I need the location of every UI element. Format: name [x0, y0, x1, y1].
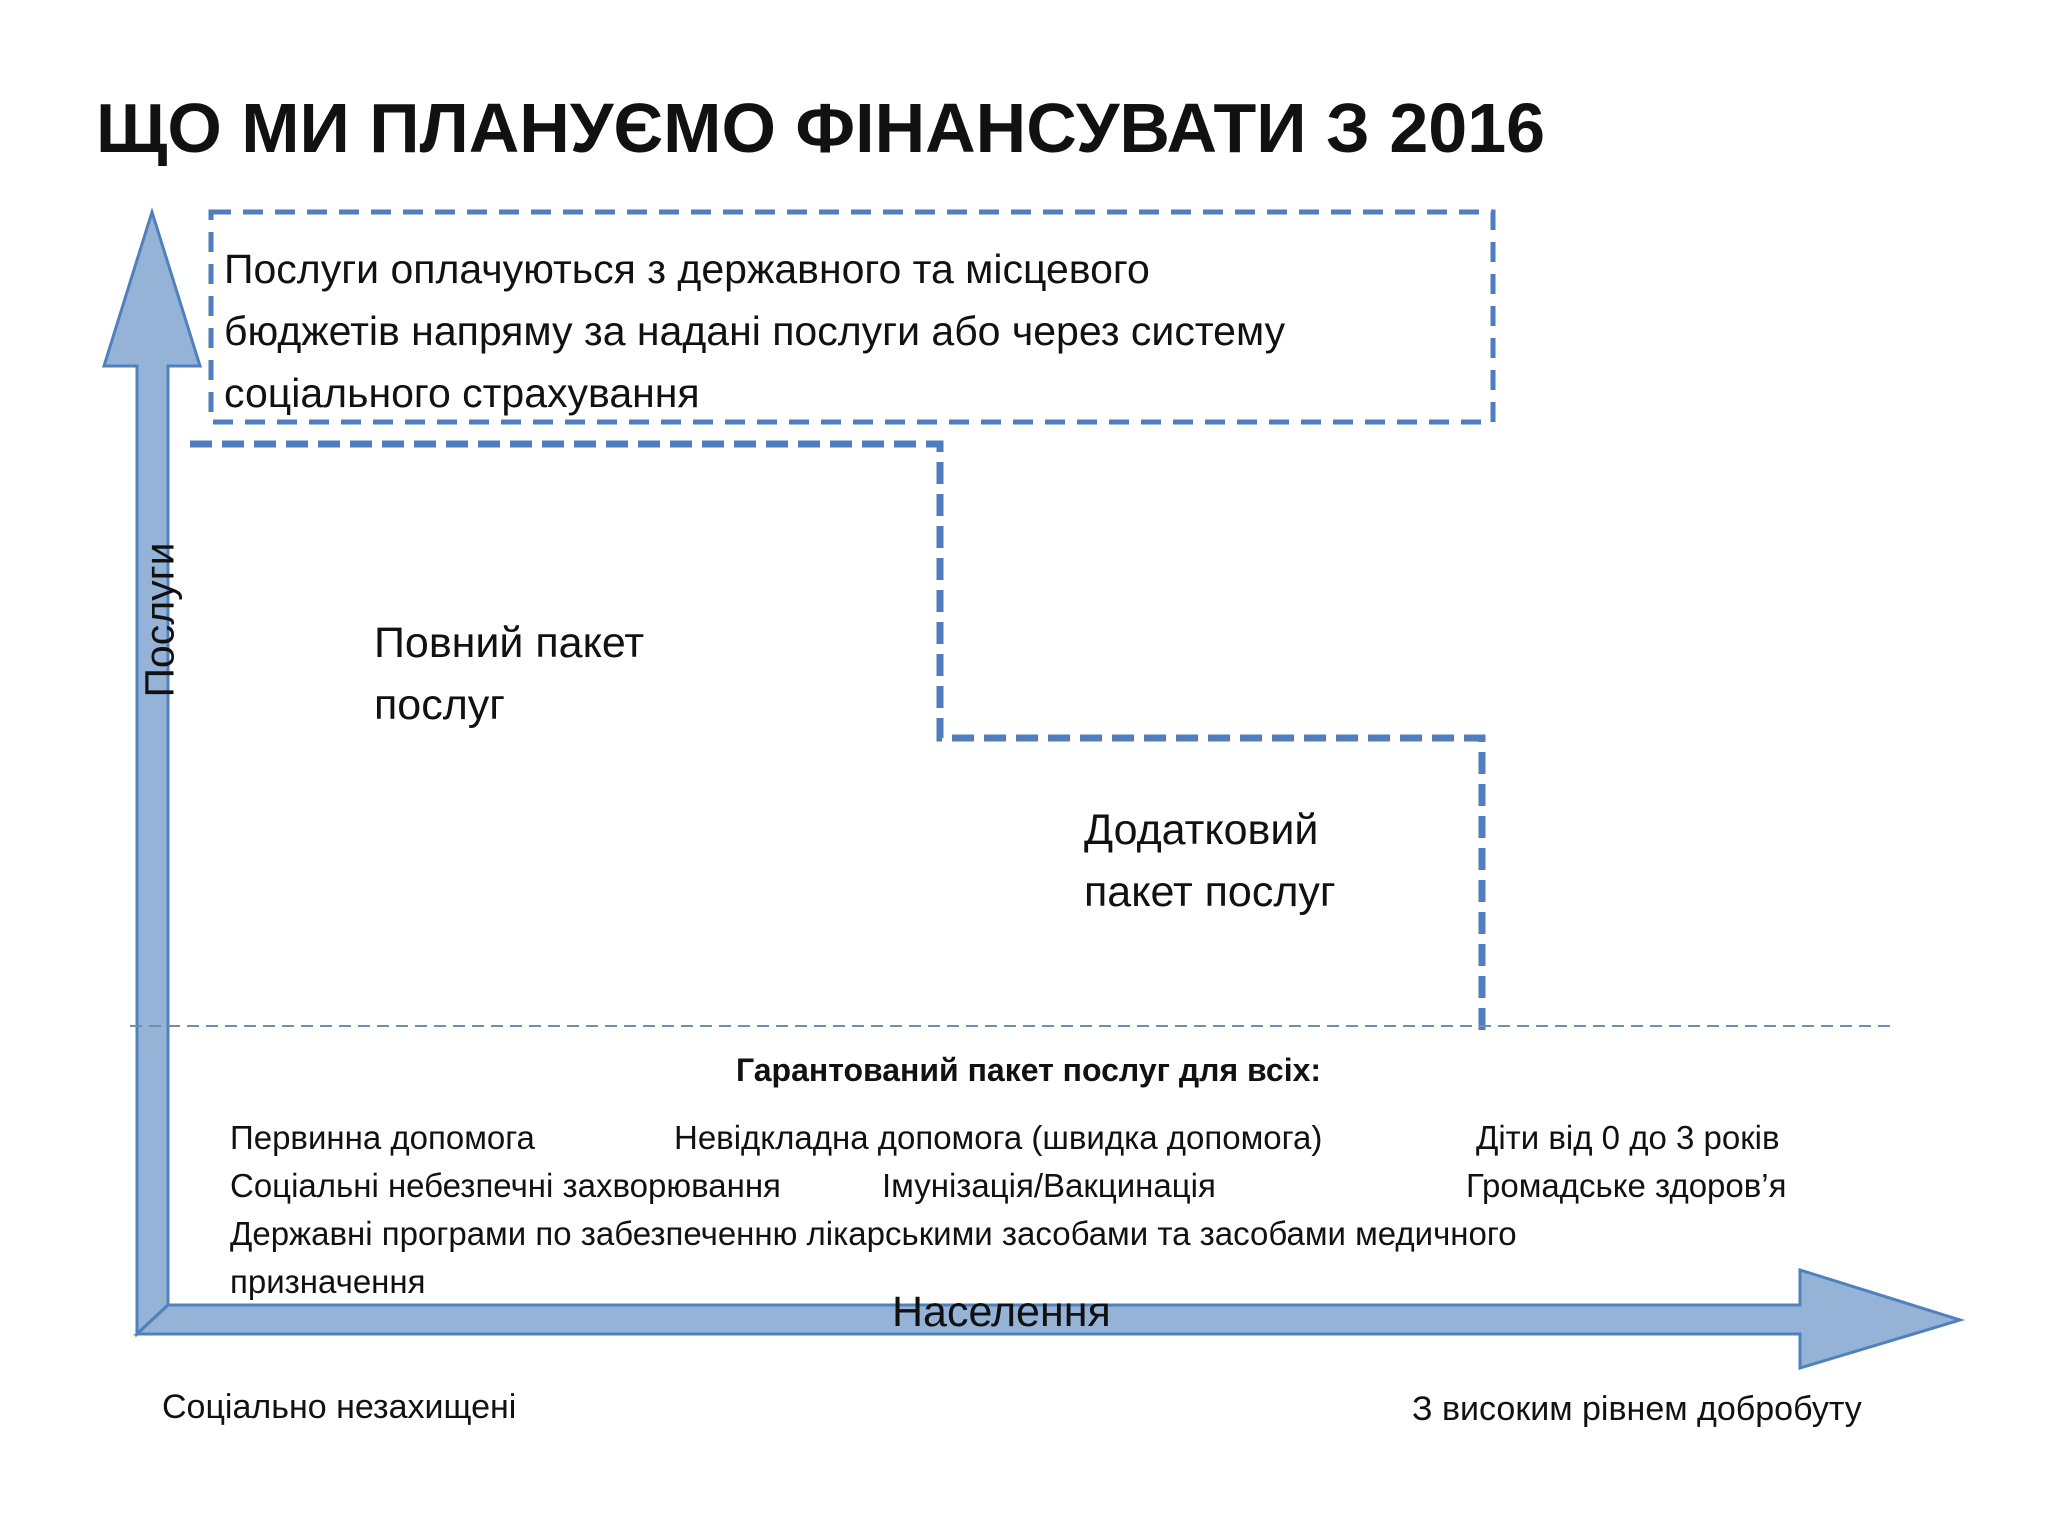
guaranteed-item: Невідкладна допомога (швидка допомога): [674, 1119, 1323, 1156]
full-package-line: послуг: [374, 681, 505, 729]
guaranteed-item: Громадське здоров’я: [1466, 1167, 1787, 1204]
guaranteed-item: Діти від 0 до 3 років: [1476, 1119, 1780, 1156]
x-axis-start-label: Соціально незахищені: [162, 1388, 517, 1426]
top-box-line: Послуги оплачуються з державного та місцевого: [224, 246, 1150, 292]
y-axis-arrow: [104, 212, 200, 1334]
extra-package-line: Додатковий: [1084, 806, 1319, 854]
extra-package-line: пакет послуг: [1084, 868, 1336, 916]
top-box-line: бюджетів напряму за надані послуги або через систему: [224, 308, 1286, 354]
guaranteed-item: Соціальні небезпечні захворювання: [230, 1167, 781, 1204]
extra-package-label: [1084, 799, 1336, 923]
guaranteed-item: Державні програми по забезпеченню лікарськими засобами та засобами медичного: [230, 1215, 1517, 1252]
x-axis-label: Населення: [892, 1288, 1111, 1336]
top-box-line: соціального страхування: [224, 370, 700, 416]
page-title: ЩО МИ ПЛАНУЄМО ФІНАНСУВАТИ З 2016: [96, 89, 1546, 167]
guaranteed-package-title: Гарантований пакет послуг для всіх:: [736, 1052, 1322, 1088]
guaranteed-item: Імунізація/Вакцинація: [882, 1167, 1216, 1204]
full-package-line: Повний пакет: [374, 619, 645, 667]
top-box-text: [224, 238, 1285, 424]
full-package-label: [374, 612, 644, 736]
y-axis-label: Послуги: [136, 542, 183, 698]
guaranteed-item: призначення: [230, 1263, 426, 1300]
x-axis-end-label: З високим рівнем добробуту: [1412, 1390, 1862, 1428]
guaranteed-item: Первинна допомога: [230, 1119, 535, 1156]
stepped-dashed-line: [190, 444, 1482, 1030]
